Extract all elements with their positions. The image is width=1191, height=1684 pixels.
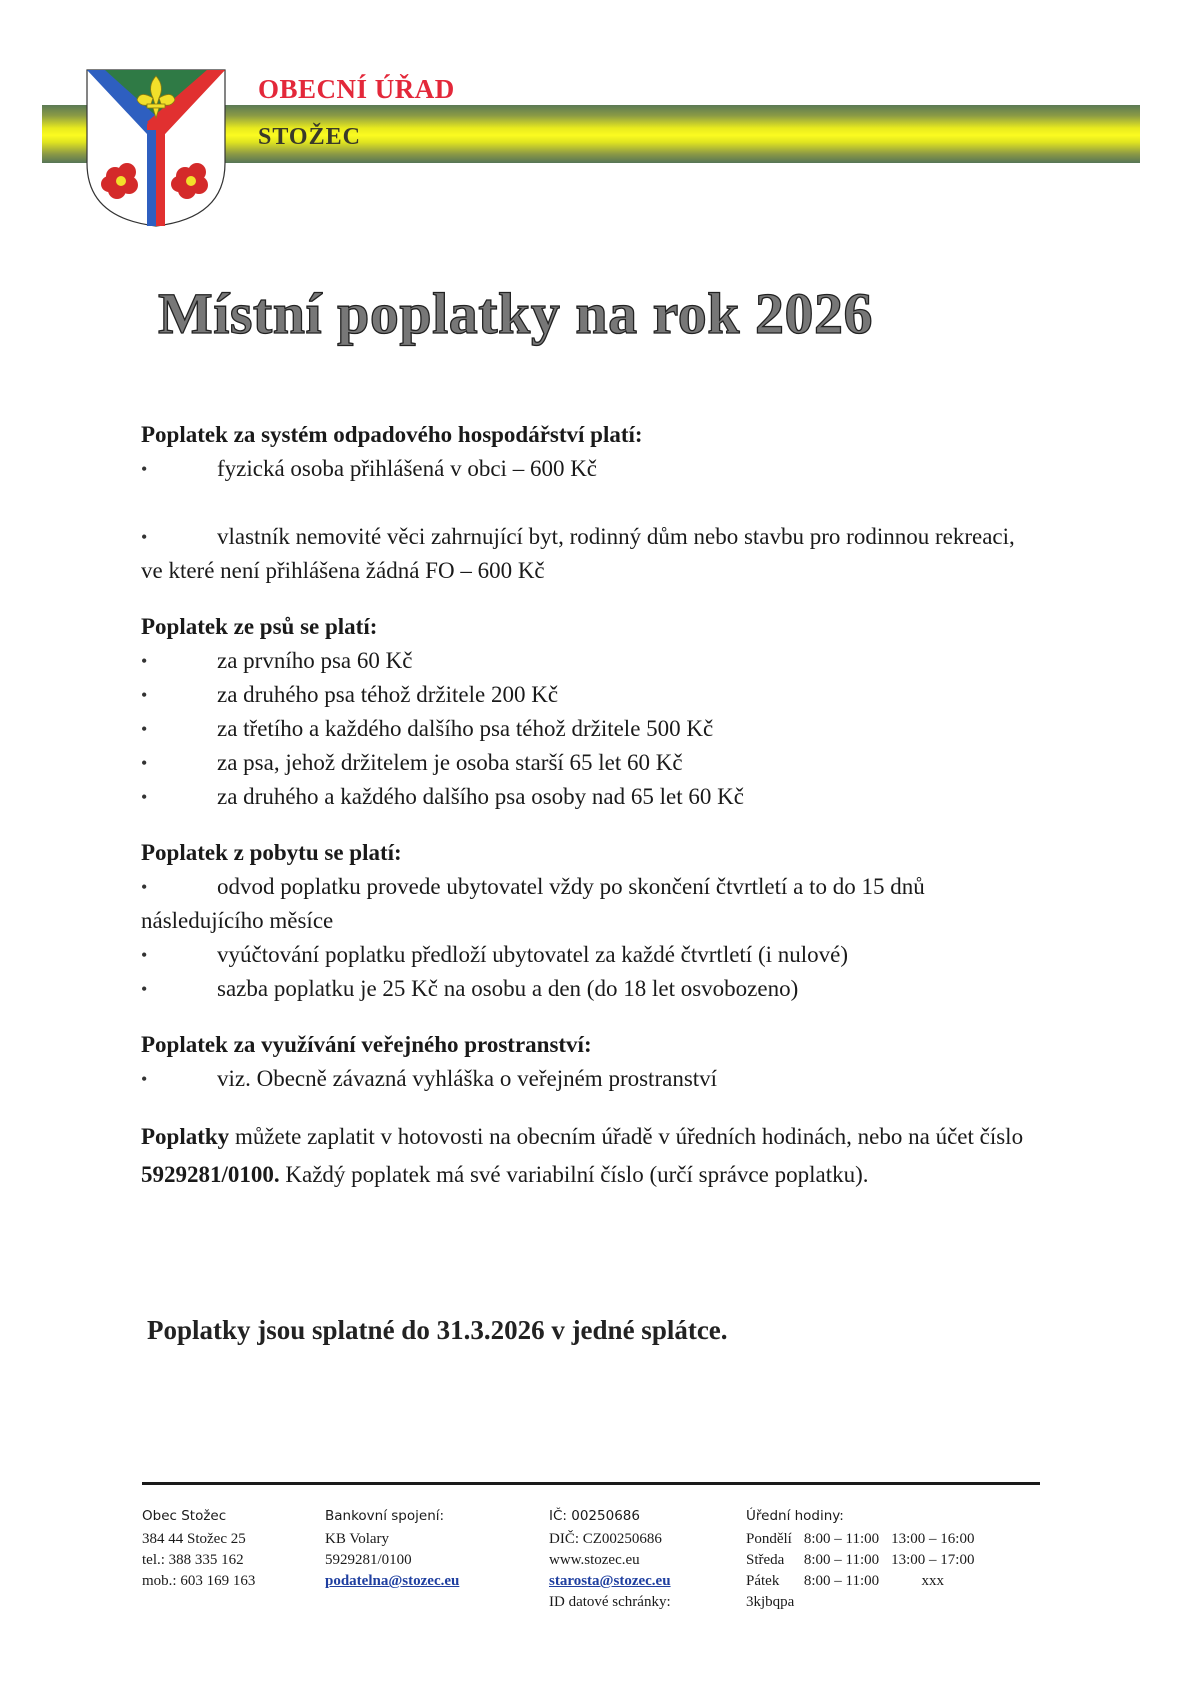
footer-bank [325, 1506, 459, 1592]
footer-line: 384 44 Stožec 25 [142, 1531, 246, 1547]
footer-bank-heading: Bankovní spojení: [325, 1508, 445, 1524]
website-link[interactable]: www.stozec.eu [549, 1552, 640, 1568]
list-item: • vyúčtování poplatku předloží ubytovatel za každé čtvrtletí (i nulové) [141, 938, 1041, 972]
hours-pm: 13:00 – 17:00 [891, 1552, 975, 1568]
footer-address-heading: Obec Stožec [142, 1508, 227, 1524]
hours-day: Pondělí [746, 1531, 792, 1547]
due-notice: Poplatky jsou splatné do 31.3.2026 v jedné splátce. [147, 1315, 728, 1345]
list-item: • viz. Obecně závazná vyhláška o veřejném prostranství [141, 1062, 1041, 1096]
footer-address [142, 1506, 255, 1592]
hours-pm: 13:00 – 16:00 [891, 1531, 975, 1547]
hours-am: 8:00 – 11:00 [803, 1573, 880, 1589]
footer-line: mob.: 603 169 163 [142, 1573, 256, 1589]
town-name: STOŽEC [258, 124, 361, 150]
list-item: • sazba poplatku je 25 Kč na osobu a den (do 18 let osvobozeno) [141, 972, 1041, 1006]
table-row [746, 1550, 986, 1571]
footer-line: tel.: 388 335 162 [142, 1552, 244, 1568]
table-row [746, 1571, 986, 1592]
footer-divider [142, 1482, 1040, 1485]
account-number: 5929281/0100. [141, 1162, 280, 1187]
table-row [746, 1529, 986, 1550]
office-hours-table [746, 1529, 986, 1592]
footer-ic: IČ: 00250686 [549, 1508, 640, 1524]
office-hours-heading: Úřední hodiny: [746, 1508, 844, 1524]
podatelna-email-link[interactable]: podatelna@stozec.eu [325, 1573, 460, 1589]
section-heading-stay: Poplatek z pobytu se platí: [141, 840, 402, 865]
list-item: • fyzická osoba přihlášená v obci – 600 Kč [141, 452, 1041, 486]
footer-line: 5929281/0100 [325, 1552, 412, 1568]
hours-day: Pátek [746, 1573, 780, 1589]
footer-line: KB Volary [325, 1531, 390, 1547]
hours-am: 8:00 – 11:00 [803, 1552, 880, 1568]
footer-dic: DIČ: CZ00250686 [549, 1531, 662, 1547]
payment-text: můžete zaplatit v hotovosti na obecním úřadě v úředních hodinách, nebo na účet číslo [229, 1124, 1024, 1149]
page-title: Místní poplatky na rok 2026 [158, 281, 874, 346]
payment-info [141, 1118, 1041, 1194]
databox-id: 3kjbqpa [746, 1594, 795, 1610]
section-heading-waste: Poplatek za systém odpadového hospodářství platí: [141, 422, 643, 447]
list-item: • za druhého psa téhož držitele 200 Kč [141, 678, 1041, 712]
databox-label: ID datové schránky: [549, 1594, 671, 1610]
list-item: • za třetího a každého dalšího psa téhož držitele 500 Kč [141, 712, 1041, 746]
section-heading-public-space: Poplatek za využívání veřejného prostranství: [141, 1032, 592, 1057]
list-item: • za druhého a každého dalšího psa osoby nad 65 let 60 Kč [141, 780, 1041, 814]
list-item: • za prvního psa 60 Kč [141, 644, 1041, 678]
stozec-coat-of-arms-icon [85, 68, 227, 228]
fees-content [141, 418, 1041, 1194]
payment-text-2: Každý poplatek má své variabilní číslo (určí správce poplatku). [279, 1162, 869, 1187]
list-item: • vlastník nemovité věci zahrnující byt, rodinný dům nebo stavbu pro rodinnou rekreaci, ve které není přihlášena žádná FO – 600 Kč [141, 520, 1041, 588]
list-item: • odvod poplatku provede ubytovatel vždy po skončení čtvrtletí a to do 15 dnů následujícího měsíce [141, 870, 1041, 938]
hours-am: 8:00 – 11:00 [803, 1531, 880, 1547]
payment-lead: Poplatky [141, 1124, 230, 1149]
section-heading-dogs: Poplatek ze psů se platí: [141, 614, 378, 639]
hours-pm: xxx [921, 1573, 945, 1589]
footer-hours [746, 1506, 986, 1613]
hours-day: Středa [746, 1552, 785, 1568]
starosta-email-link[interactable]: starosta@stozec.eu [549, 1573, 671, 1589]
footer-ids [549, 1506, 671, 1613]
org-name: OBECNÍ ÚŘAD [258, 74, 455, 104]
list-item: • za psa, jehož držitelem je osoba starší 65 let 60 Kč [141, 746, 1041, 780]
